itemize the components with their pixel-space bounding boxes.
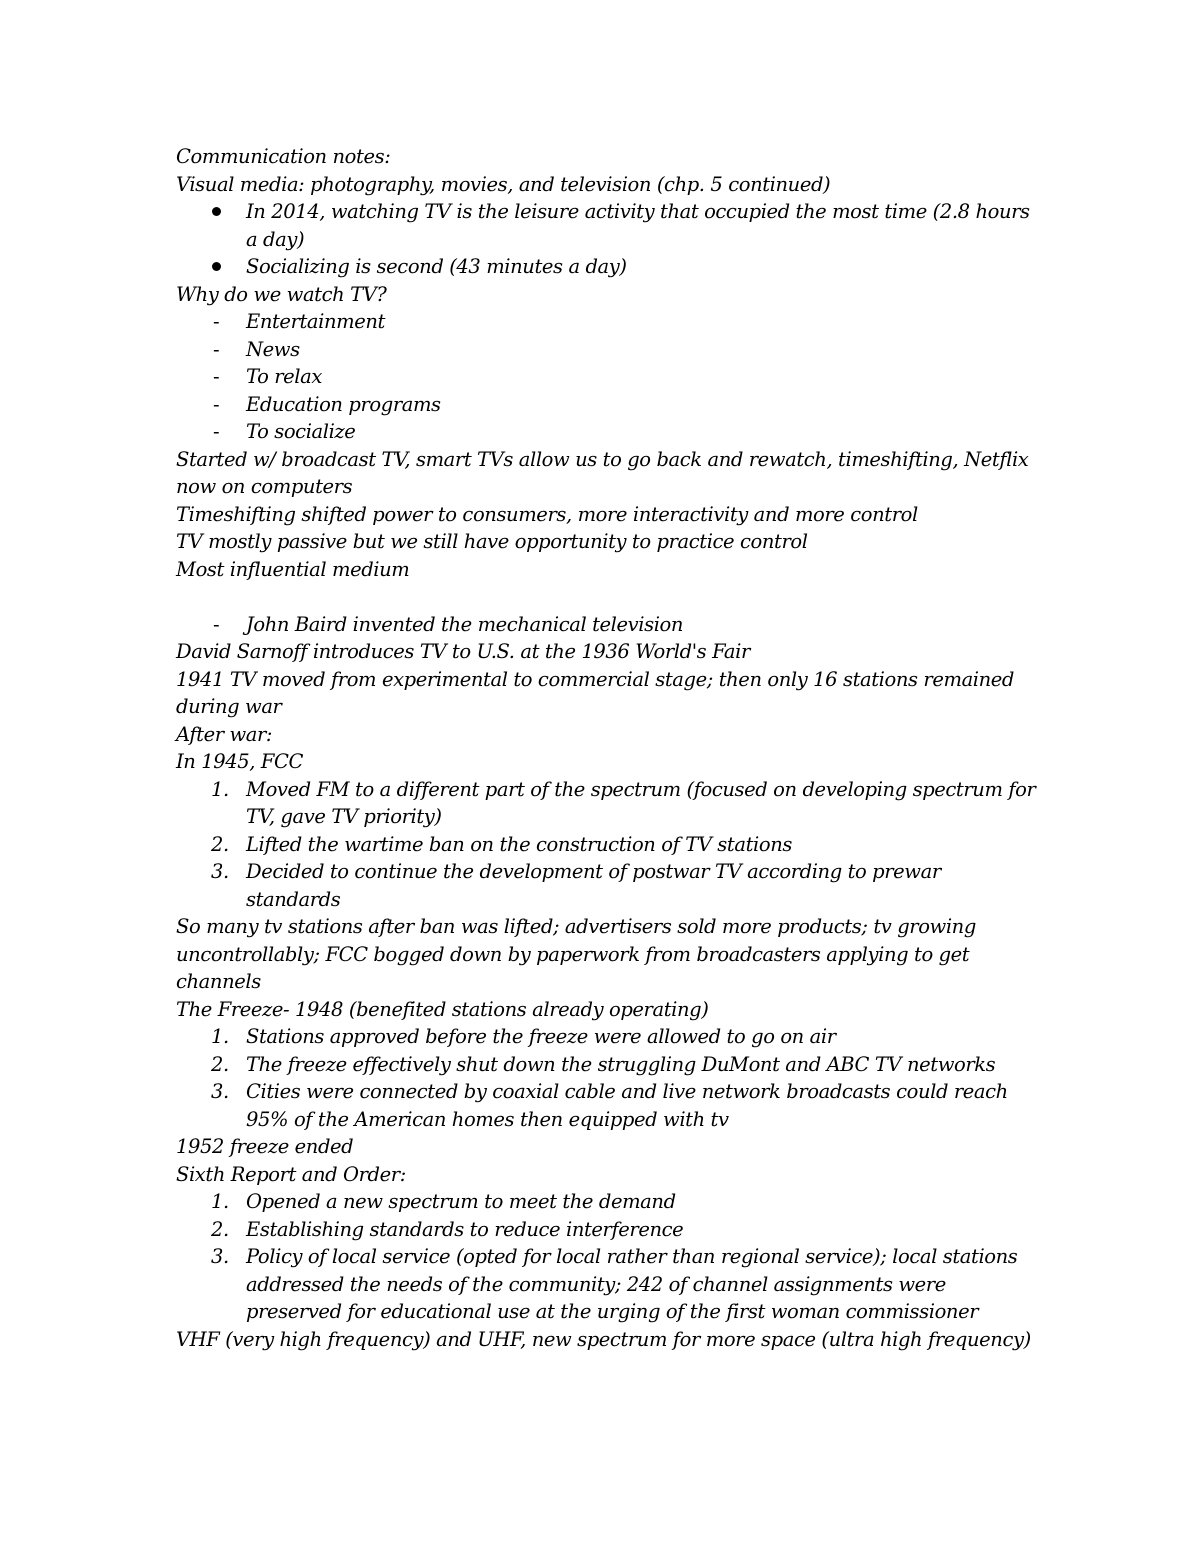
bullet-text: Socializing is second (43 minutes a day) [246,255,627,278]
paragraph: Started w/ broadcast TV, smart TVs allow us to go back and rewatch, timeshifting, Netflix now on computers [176,447,1029,498]
paragraph: Timeshifting shifted power to consumers, more interactivity and more control [176,502,918,526]
dash-item [176,391,1036,419]
document-title: Communication notes: [176,145,391,168]
dash-text: To relax [246,365,322,388]
notes-body [176,143,1036,1353]
dash-marker: - [213,365,220,388]
numbered-text: Moved FM to a different part of the spectrum (focused on developing spectrum for TV, gave TV priority) [246,777,1036,828]
bullet-text: In 2014, watching TV is the leisure activity that occupied the most time (2.8 hours a day) [246,200,1030,251]
numbered-item [176,1023,1036,1051]
numbered-text: Opened a new spectrum to meet the demand [246,1190,676,1213]
numbered-text: Decided to continue the development of postwar TV according to prewar standards [246,860,941,911]
numbered-item [176,1078,1036,1133]
bullet-item [176,253,1036,281]
numbered-item [176,831,1036,859]
numbered-item [176,1216,1036,1244]
number-marker: 3. [211,1245,229,1268]
numbered-text: The freeze effectively shut down the struggling DuMont and ABC TV networks [246,1052,996,1076]
dash-text: To socialize [246,420,356,443]
paragraph: In 1945, FCC [176,750,304,773]
dash-item [176,308,1036,336]
number-marker: 1. [211,1025,229,1048]
number-marker: 2. [211,1217,229,1241]
paragraph: 1941 TV moved from experimental to commercial stage; then only 16 stations remained during war [176,667,1015,718]
dash-item [176,611,1036,639]
numbered-text: Policy of local service (opted for local rather than regional service); local stations addressed the needs of the community; 242 of channel assignments were preserved for educational use at the urging of the first woman commissioner [246,1245,1018,1323]
bullet-item [176,198,1036,253]
dash-marker: - [213,310,220,333]
paragraph: Sixth Report and Order: [176,1162,406,1186]
numbered-item [176,776,1036,831]
paragraph: So many tv stations after ban was lifted; advertisers sold more products; tv growing uncontrollably; FCC bogged down by paperwork from broadcasters applying to get channels [176,915,976,993]
dash-text: News [246,337,300,361]
dash-item [176,363,1036,391]
number-marker: 3. [211,860,229,883]
numbered-item [176,1243,1036,1326]
bullet-icon [212,207,221,216]
paragraph: Most influential medium [176,557,410,581]
numbered-item [176,858,1036,913]
dash-item [176,336,1036,364]
numbered-text: Lifted the wartime ban on the construction of TV stations [246,832,792,856]
number-marker: 1. [211,777,229,801]
dash-marker: - [213,420,220,443]
number-marker: 2. [211,832,229,856]
dash-marker: - [213,337,220,361]
paragraph: VHF (very high frequency) and UHF, new spectrum for more space (ultra high frequency) [176,1327,1031,1351]
paragraph: TV mostly passive but we still have opportunity to practice control [176,530,808,553]
paragraph: Why do we watch TV? [176,282,387,306]
numbered-text: Cities were connected by coaxial cable and live network broadcasts could reach 95% of the American homes then equipped with tv [246,1080,1008,1131]
blank-line [176,583,1036,611]
dash-text: Education programs [246,392,441,416]
dash-text: John Baird invented the mechanical television [246,612,684,636]
section-heading: Visual media: photography, movies, and television (chp. 5 continued) [176,172,831,196]
dash-item [176,418,1036,446]
paragraph: 1952 freeze ended [176,1135,354,1158]
numbered-item [176,1051,1036,1079]
number-marker: 3. [211,1080,229,1103]
numbered-text: Establishing standards to reduce interference [246,1217,684,1241]
numbered-item [176,1188,1036,1216]
number-marker: 2. [211,1052,229,1076]
bullet-icon [212,262,221,271]
paragraph: The Freeze- 1948 (benefited stations already operating) [176,997,709,1021]
dash-marker: - [213,392,220,416]
paragraph: After war: [176,722,273,746]
dash-text: Entertainment [246,310,385,333]
number-marker: 1. [211,1190,229,1213]
dash-marker: - [213,612,220,636]
paragraph: David Sarnoff introduces TV to U.S. at the 1936 World's Fair [176,640,750,663]
numbered-text: Stations approved before the freeze were allowed to go on air [246,1025,836,1048]
